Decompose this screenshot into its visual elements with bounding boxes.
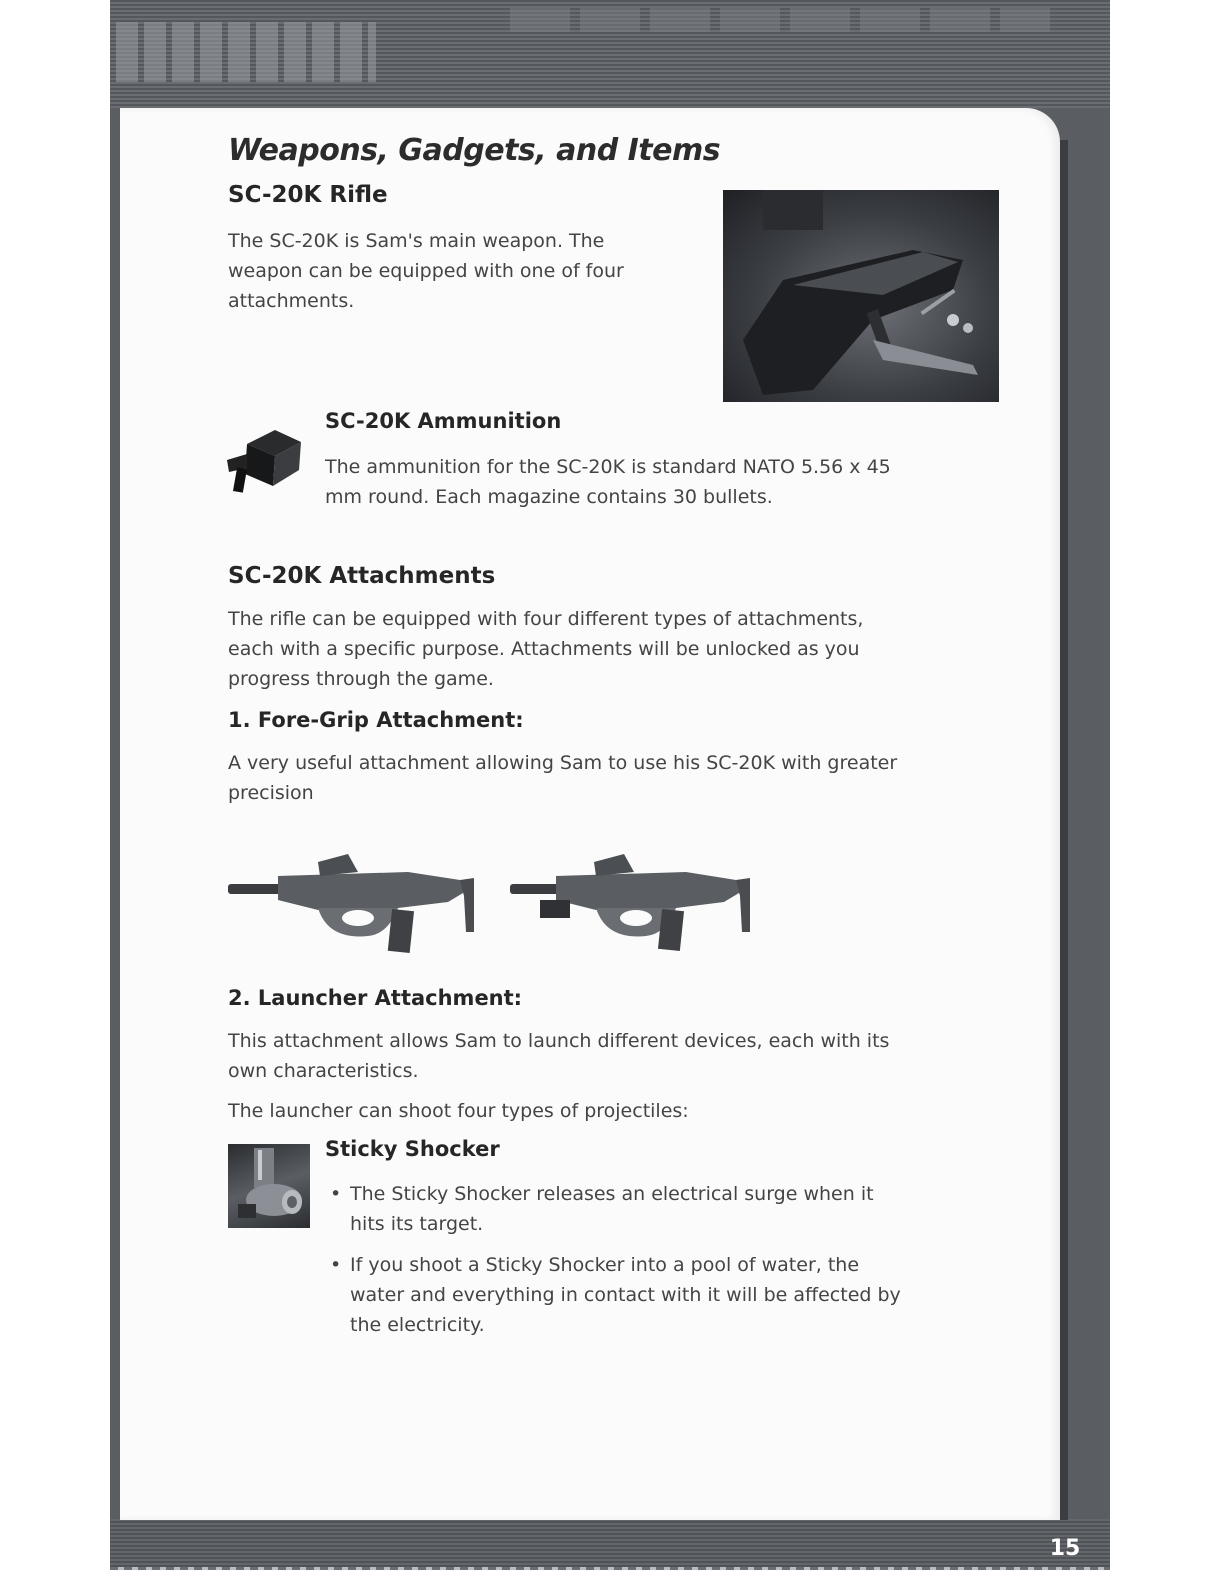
attachments-body-line-1: The rifle can be equipped with four different types of attachments, [228,608,864,630]
banner-pixel-blocks [116,22,376,82]
shocker-bullet-2-line-2: water and everything in contact with it will be affected by [350,1284,901,1306]
ammo-body-line-1: The ammunition for the SC-20K is standard NATO 5.56 x 45 [325,456,891,478]
page-title: Weapons, Gadgets, and Items [228,133,721,168]
rifle-foregrip-icon [228,850,478,960]
ammo-magazine-icon [225,424,303,496]
foregrip-body-line-1: A very useful attachment allowing Sam to use his SC-20K with greater [228,752,898,774]
foregrip-body-line-2: precision [228,782,314,804]
shocker-bullet-1-line-2: hits its target. [350,1213,484,1235]
shocker-bullet-1 [330,1179,874,1239]
launcher-heading: 2. Launcher Attachment: [228,986,523,1010]
rifle-body-line-1: The SC-20K is Sam's main weapon. The [228,230,605,252]
frame-bottom-banner [110,1519,1110,1567]
bullet-dot: • [330,1254,342,1276]
rifle-body-line-3: attachments. [228,290,355,312]
shocker-heading: Sticky Shocker [325,1137,500,1161]
rifle-heading: SC-20K Rifle [228,182,388,208]
page-number: 15 [1049,1536,1081,1561]
ammo-heading: SC-20K Ammunition [325,409,562,433]
foregrip-heading: 1. Fore-Grip Attachment: [228,708,524,732]
bullet-dot: • [330,1183,342,1205]
ammo-body-line-2: mm round. Each magazine contains 30 bullets. [325,486,773,508]
rifle-foregrip-alt-icon [510,850,760,960]
attachments-body-line-3: progress through the game. [228,668,494,690]
launcher-body-line-1: This attachment allows Sam to launch different devices, each with its [228,1030,890,1052]
shocker-bullet-1-line-1: The Sticky Shocker releases an electrical surge when it [350,1183,874,1205]
launcher-body-line-2: own characteristics. [228,1060,419,1082]
shocker-bullet-2-line-3: the electricity. [350,1314,485,1336]
shocker-bullet-2-line-1: If you shoot a Sticky Shocker into a pool of water, the [350,1254,860,1276]
rifle-photo-icon [723,190,999,402]
attachments-heading: SC-20K Attachments [228,563,496,589]
rifle-body-line-2: weapon can be equipped with one of four [228,260,624,282]
sticky-shocker-icon [228,1144,310,1228]
launcher-intro: The launcher can shoot four types of projectiles: [228,1100,689,1122]
banner-pixel-strip [510,8,1050,32]
frame-top-banner [110,0,1110,108]
page-edge [0,1567,1225,1585]
shocker-bullet-2 [330,1250,901,1340]
attachments-body-line-2: each with a specific purpose. Attachments will be unlocked as you [228,638,860,660]
